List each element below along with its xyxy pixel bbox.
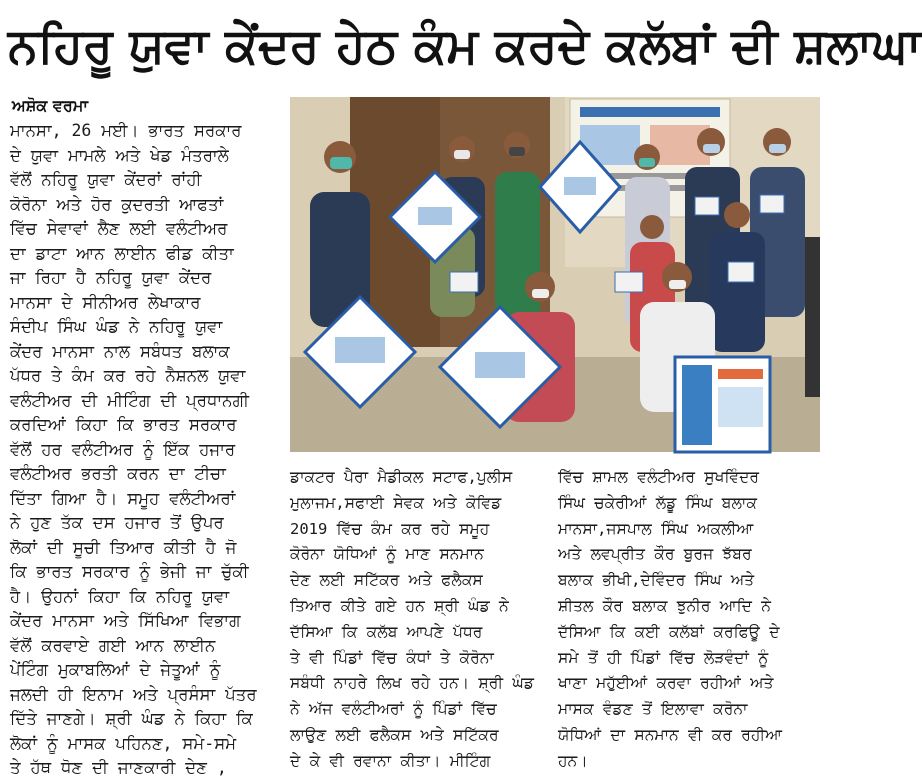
article-line: ਵਲੰਟੀਅਰ ਭਰਤੀ ਕਰਨ ਦਾ ਟੀਚਾ xyxy=(10,464,226,483)
article-line: ਕੇਂਦਰ ਮਾਨਸਾ ਨਾਲ ਸਬੰਧਤ ਬਲਾਕ xyxy=(10,341,230,361)
article-line: ਦਾ ਡਾਟਾ ਆਨ ਲਾਈਨ ਫੀਡ ਕੀਤਾ xyxy=(10,243,234,263)
article-line: ਵਲੰਟੀਅਰ ਦੀ ਮੀਟਿੰਗ ਦੀ ਪ੍ਰਧਾਨਗੀ xyxy=(10,390,249,410)
article-line: ਕਿ ਭਾਰਤ ਸਰਕਾਰ ਨੂੰ ਭੇਜੀ ਜਾ ਚੁੱਕੀ xyxy=(10,562,249,581)
article-line: ਜਾ ਰਿਹਾ ਹੈ ਨਹਿਰੂ ਯੁਵਾ ਕੇਂਦਰ xyxy=(10,268,212,287)
article-line: ਨੇ ਹੁਣ ਤੱਕ ਦਸ ਹਜਾਰ ਤੋਂ ਉਪਰ xyxy=(10,513,224,532)
article-line: ਲਾਉਣ ਲਈ ਫਲੈਕਸ ਅਤੇ ਸਟਿੱਕਰ xyxy=(290,725,499,744)
article-line: ਦੱਸਿਆ ਕਿ ਕਈ ਕਲੱਬਾਂ ਕਰਫਿਊ ਦੇ xyxy=(558,622,780,641)
article-line: ਦਿੱਤਾ ਗਿਆ ਹੈ। ਸਮੂਹ ਵਲੰਟੀਅਰਾਂ xyxy=(10,488,236,508)
article-line: ਲੋਕਾਂ ਦੀ ਸੂਚੀ ਤਿਆਰ ਕੀਤੀ ਹੈ ਜੋ xyxy=(10,537,237,557)
article-line: ਹੈ। ਉਹਨਾਂ ਕਿਹਾ ਕਿ ਨਹਿਰੂ ਯੁਵਾ xyxy=(10,586,230,606)
article-line: ਸੰਦੀਪ ਸਿੰਘ ਘੰਡ ਨੇ ਨਹਿਰੂ ਯੁਵਾ xyxy=(10,317,223,336)
article-line: ਸਿੰਘ ਚਕੇਰੀਆਂ ਲੱਡੂ ਸਿੰਘ ਬਲਾਕ xyxy=(558,493,757,512)
article-line: ਮਾਨਸਾ, 26 ਮਈ। ਭਾਰਤ ਸਰਕਾਰ xyxy=(10,121,242,140)
article-line: ਦੇ ਕੇ ਵੀ ਰਵਾਨਾ ਕੀਤਾ। ਮੀਟਿੰਗ xyxy=(290,751,491,770)
article-line: ਵੱਲੋਂ ਕਰਵਾਏ ਗਈ ਆਨ ਲਾਈਨ xyxy=(10,635,216,655)
article-line: ਵੱਲੋਂ ਹਰ ਵਲੰਟੀਅਰ ਨੂੰ ਇੱਕ ਹਜਾਰ xyxy=(10,439,236,459)
article-line: 2019 ਵਿੱਚ ਕੰਮ ਕਰ ਰਹੇ ਸਮੂਹ xyxy=(290,519,490,538)
news-photo xyxy=(290,97,820,452)
article-line: ਸਬੰਧੀ ਨਾਹਰੇ ਲਿਖ ਰਹੇ ਹਨ। ਸ਼੍ਰੀ ਘੰਡ xyxy=(290,674,534,693)
article-line: ਲੋਕਾਂ ਨੂੰ ਮਾਸਕ ਪਹਿਨਣ, ਸਮੇ-ਸਮੇ xyxy=(10,733,237,753)
article-line: ਦੇ ਯੁਵਾ ਮਾਮਲੇ ਅਤੇ ਖੇਡ ਮੰਤਰਾਲੇ xyxy=(10,145,229,165)
article-line: ਹਨ। xyxy=(558,751,588,770)
byline: ਅਸ਼ੋਕ ਵਰਮਾ xyxy=(12,96,88,115)
article-line: ਕੋਰੋਨਾ ਅਤੇ ਹੋਰ ਕੁਦਰਤੀ ਆਫਤਾਂ xyxy=(10,194,224,214)
article-line: ਖਾਣਾ ਮਹੁੱਈਆਂ ਕਰਵਾ ਰਹੀਆਂ ਅਤੇ xyxy=(558,674,774,693)
article-line: ਅਤੇ ਲਵਪ੍ਰੀਤ ਕੌਰ ਬੁਰਜ ਝੱਬਰ xyxy=(558,545,752,564)
article-line: ਮਾਸਕ ਵੰਡਣ ਤੋਂ ਇਲਾਵਾ ਕਰੋਨਾ xyxy=(558,700,748,719)
article-line: ਯੋਧਿਆਂ ਦਾ ਸਨਮਾਨ ਵੀ ਕਰ ਰਹੀਆ xyxy=(558,725,782,744)
article-line: ਬਲਾਕ ਭੀਖੀ,ਦੇਵਿੰਦਰ ਸਿੰਘ ਅਤੇ xyxy=(558,571,755,590)
headline: ਨਹਿਰੂ ਯੁਵਾ ਕੇਂਦਰ ਹੇਠ ਕੰਮ ਕਰਦੇ ਕਲੱਬਾਂ ਦੀ ਸ਼ਲਾਘਾ xyxy=(8,18,922,74)
article-line: ਤੇ ਵੀ ਪਿੰਡਾਂ ਵਿੱਚ ਕੰਧਾਂ ਤੇ ਕੋਰੋਨਾ xyxy=(290,648,494,667)
article-line: ਵੱਲੋਂ ਨਹਿਰੂ ਯੁਵਾ ਕੇਂਦਰਾਂ ਰਾਂਹੀ xyxy=(10,170,202,189)
article-line: ਕੋਰੋਨਾ ਯੋਧਿਆਂ ਨੂੰ ਮਾਣ ਸਨਮਾਨ xyxy=(290,545,484,564)
article-line: ਦੱਸਿਆ ਕਿ ਕਲੱਬ ਆਪਣੇ ਪੱਧਰ xyxy=(290,622,483,641)
article-line: ਵਿੱਚ ਸੇਵਾਵਾਂ ਲੈਣ ਲਈ ਵਲੰਟੀਅਰ xyxy=(10,219,228,238)
article-line: ਜਲਦੀ ਹੀ ਇਨਾਮ ਅਤੇ ਪ੍ਰਸੰਸਾ ਪੱਤਰ xyxy=(10,684,257,704)
article-column-3 xyxy=(558,465,820,770)
article-column-1 xyxy=(10,119,278,777)
article-line: ਦਿੱਤੇ ਜਾਣਗੇ। ਸ਼੍ਰੀ ਘੰਡ ਨੇ ਕਿਹਾ ਕਿ xyxy=(10,709,253,728)
article-line: ਪੱਧਰ ਤੇ ਕੰਮ ਕਰ ਰਹੇ ਨੈਸ਼ਨਲ ਯੁਵਾ xyxy=(10,366,246,385)
article-line: ਨੇ ਅੱਜ ਵਲੰਟੀਅਰਾਂ ਨੂੰ ਪਿੰਡਾਂ ਵਿੱਚ xyxy=(290,700,497,719)
article-line: ਪੇਂਟਿੰਗ ਮੁਕਾਬਲਿਆਂ ਦੇ ਜੇਤੂਆਂ ਨੂੰ xyxy=(10,660,221,679)
article-line: ਦੇਣ ਲਈ ਸਟਿੱਕਰ ਅਤੇ ਫਲੈਕਸ xyxy=(290,571,483,590)
article-line: ਮਾਨਸਾ,ਜਸਪਾਲ ਸਿੰਘ ਅਕਲੀਆ xyxy=(558,519,754,538)
article-line: ਕਰਦਿਆਂ ਕਿਹਾ ਕਿ ਭਾਰਤ ਸਰਕਾਰ xyxy=(10,415,237,434)
article-line: ਮੁਲਾਜਮ,ਸਫਾਈ ਸੇਵਕ ਅਤੇ ਕੋਵਿਡ xyxy=(290,493,502,512)
article-line: ਮਾਨਸਾ ਦੇ ਸੀਨੀਅਰ ਲੇਖਾਕਾਰ xyxy=(10,292,201,312)
article-line: ਕੇਂਦਰ ਮਾਨਸਾ ਅਤੇ ਸਿੱਖਿਆ ਵਿਭਾਗ xyxy=(10,611,241,630)
article-line: ਸ਼ੀਤਲ ਕੌਰ ਬਲਾਕ ਝੁਨੀਰ ਆਦਿ ਨੇ xyxy=(558,596,771,615)
article-column-2 xyxy=(290,465,546,770)
article-line: ਤੇ ਹੱਥ ਧੋਣ ਦੀ ਜਾਣਕਾਰੀ ਦੇਣ , xyxy=(10,758,227,777)
article-line: ਤਿਆਰ ਕੀਤੇ ਗਏ ਹਨ ਸ਼੍ਰੀ ਘੰਡ ਨੇ xyxy=(290,596,509,615)
article-line: ਡਾਕਟਰ ਪੈਰਾ ਮੈਡੀਕਲ ਸਟਾਫ,ਪੁਲੀਸ xyxy=(290,468,513,486)
article-line: ਸਮੇ ਤੋਂ ਹੀ ਪਿੰਡਾਂ ਵਿੱਚ ਲੋੜਵੰਦਾਂ ਨੂੰ xyxy=(558,648,769,667)
article-line: ਵਿੱਚ ਸ਼ਾਮਲ ਵਲੰਟੀਅਰ ਸੁਖਵਿੰਦਰ xyxy=(558,468,760,486)
